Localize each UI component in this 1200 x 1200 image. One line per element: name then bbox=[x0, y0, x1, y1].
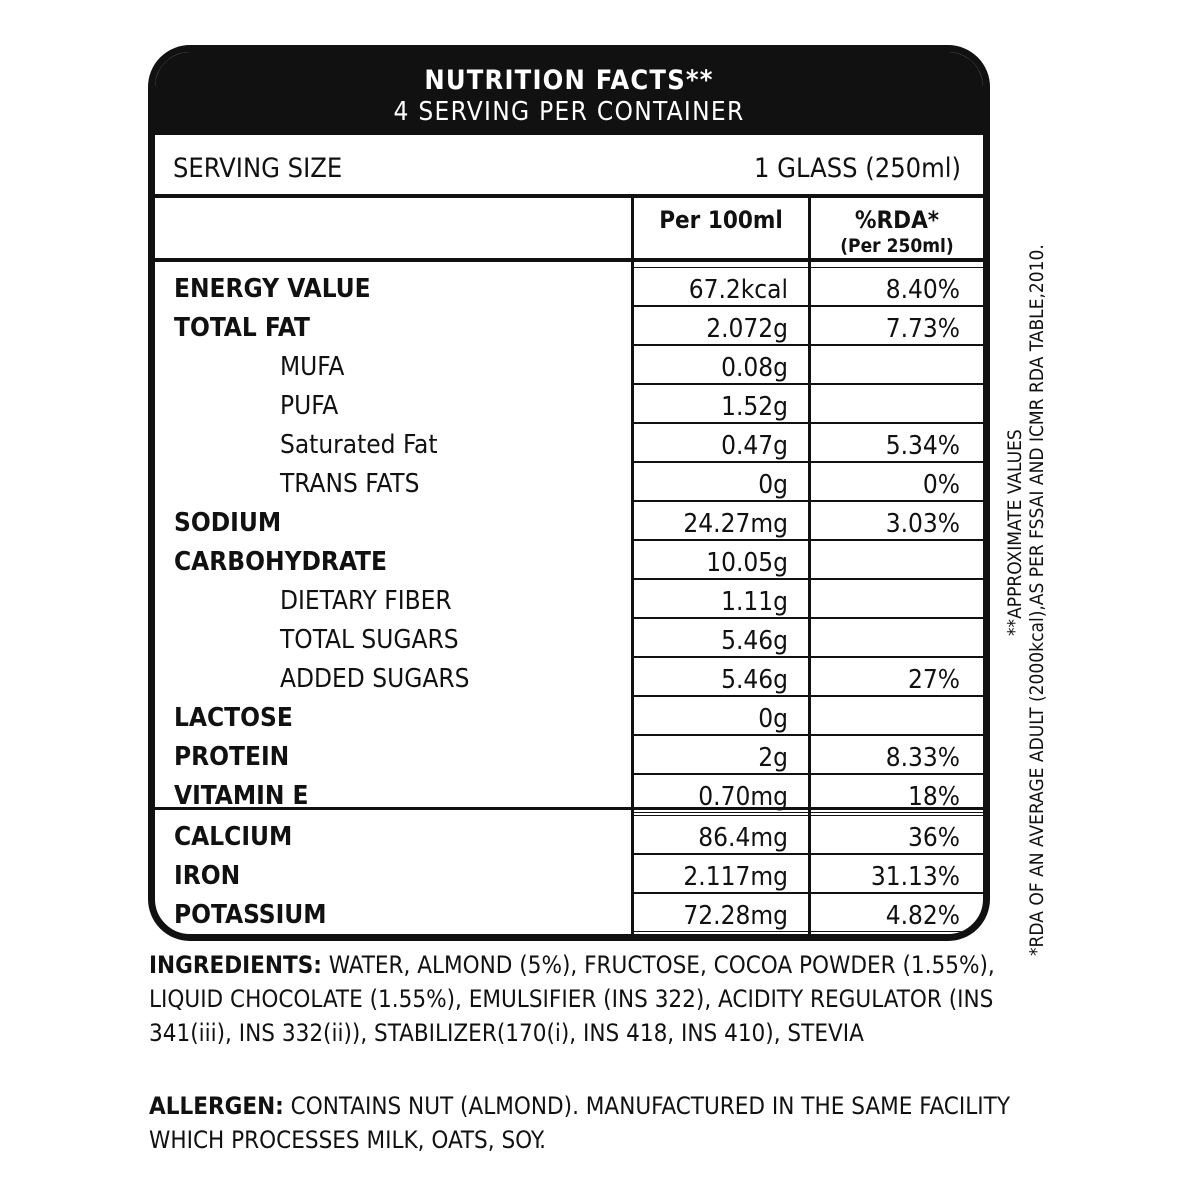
rda-value: 36% bbox=[908, 823, 960, 853]
per-100ml-cell bbox=[634, 462, 808, 501]
table-row bbox=[155, 735, 983, 774]
nutrition-title: NUTRITION FACTS** bbox=[424, 65, 714, 96]
rda-reference-note: *RDA OF AN AVERAGE ADULT (2000kcal),AS PER FSSAI AND ICMR RDA TABLE,2010. bbox=[1026, 244, 1048, 956]
rda-cell bbox=[811, 306, 983, 345]
rda-value: 8.33% bbox=[885, 743, 960, 773]
table-row bbox=[155, 815, 983, 854]
per-100ml-value: 1.52g bbox=[721, 392, 788, 422]
per-100ml-cell bbox=[634, 267, 808, 306]
rda-cell bbox=[811, 384, 983, 423]
per-100ml-cell bbox=[634, 501, 808, 540]
rda-cell bbox=[811, 854, 983, 893]
table-row bbox=[155, 579, 983, 618]
allergen-text bbox=[149, 1089, 1059, 1157]
rda-cell bbox=[811, 774, 983, 813]
rda-value: 0% bbox=[922, 470, 960, 500]
per-100ml-cell bbox=[634, 579, 808, 618]
nutrient-name: VITAMIN E bbox=[174, 781, 309, 811]
per-100ml-cell bbox=[634, 423, 808, 462]
serving-size-row bbox=[155, 135, 983, 198]
table-row bbox=[155, 854, 983, 893]
nutrient-table bbox=[155, 262, 983, 941]
nutrient-name: PROTEIN bbox=[174, 742, 290, 772]
per-100ml-value: 86.4mg bbox=[698, 823, 788, 853]
nutrient-name: PUFA bbox=[280, 391, 339, 421]
table-row bbox=[155, 345, 983, 384]
nutrient-name: CALCIUM bbox=[174, 822, 293, 852]
table-row bbox=[155, 657, 983, 696]
rda-cell bbox=[811, 893, 983, 932]
ingredients-label: INGREDIENTS: bbox=[149, 951, 322, 979]
nutrient-name: Saturated Fat bbox=[280, 430, 438, 460]
per-100ml-cell bbox=[634, 815, 808, 854]
nutrient-name: TOTAL FAT bbox=[174, 313, 310, 343]
serving-size-label: SERVING SIZE bbox=[173, 153, 343, 184]
per-100ml-cell bbox=[634, 618, 808, 657]
side-footnotes bbox=[1004, 66, 1068, 956]
rda-cell bbox=[811, 618, 983, 657]
rda-cell bbox=[811, 462, 983, 501]
rda-cell bbox=[811, 579, 983, 618]
per-100ml-cell bbox=[634, 854, 808, 893]
nutrient-name: ENERGY VALUE bbox=[174, 274, 371, 304]
table-row bbox=[155, 501, 983, 540]
rda-header bbox=[811, 206, 983, 257]
rda-header-title: %RDA* bbox=[854, 206, 940, 234]
rda-cell bbox=[811, 540, 983, 579]
table-row bbox=[155, 462, 983, 501]
per-100ml-header: Per 100ml bbox=[659, 206, 783, 234]
rda-value: 31.13% bbox=[870, 862, 960, 892]
rda-value: 7.73% bbox=[885, 314, 960, 344]
table-row bbox=[155, 267, 983, 306]
nutrient-name: TRANS FATS bbox=[280, 469, 420, 499]
rda-value: 18% bbox=[908, 782, 960, 812]
per-100ml-value: 0.08g bbox=[721, 353, 788, 383]
nutrient-name: POTASSIUM bbox=[174, 900, 327, 930]
per-100ml-value: 2.072g bbox=[706, 314, 788, 344]
rda-cell bbox=[811, 735, 983, 774]
per-100ml-cell bbox=[634, 696, 808, 735]
rda-cell bbox=[811, 267, 983, 306]
per-100ml-cell bbox=[634, 774, 808, 813]
nutrient-name: SODIUM bbox=[174, 508, 282, 538]
per-100ml-cell bbox=[634, 735, 808, 774]
per-100ml-value: 5.46g bbox=[721, 665, 788, 695]
rda-cell bbox=[811, 423, 983, 462]
per-100ml-value: 5.46g bbox=[721, 626, 788, 656]
table-row bbox=[155, 423, 983, 462]
rda-value: 3.03% bbox=[885, 509, 960, 539]
per-100ml-cell bbox=[634, 384, 808, 423]
per-100ml-cell bbox=[634, 345, 808, 384]
per-100ml-value: 24.27mg bbox=[683, 509, 788, 539]
table-row bbox=[155, 306, 983, 345]
per-100ml-value: 0g bbox=[758, 704, 788, 734]
per-100ml-value: 2.117mg bbox=[683, 862, 788, 892]
per-100ml-value: 1.11g bbox=[721, 587, 788, 617]
rda-cell bbox=[811, 696, 983, 735]
table-row bbox=[155, 893, 983, 932]
servings-per-container: 4 SERVING PER CONTAINER bbox=[393, 97, 745, 127]
ingredients-text bbox=[149, 948, 1059, 1050]
per-100ml-cell bbox=[634, 893, 808, 932]
rda-value: 4.82% bbox=[885, 901, 960, 931]
per-100ml-value: 72.28mg bbox=[683, 901, 788, 931]
per-100ml-value: 2g bbox=[758, 743, 788, 773]
nutrient-name: CARBOHYDRATE bbox=[174, 547, 387, 577]
per-100ml-cell bbox=[634, 657, 808, 696]
nutrient-name: LACTOSE bbox=[174, 703, 293, 733]
rda-cell bbox=[811, 657, 983, 696]
rda-value: 8.40% bbox=[885, 275, 960, 305]
per-100ml-value: 67.2kcal bbox=[688, 275, 788, 305]
rda-header-subtitle: (Per 250ml) bbox=[840, 235, 954, 257]
nutrient-name: ADDED SUGARS bbox=[280, 664, 470, 694]
rda-cell bbox=[811, 345, 983, 384]
rda-cell bbox=[811, 501, 983, 540]
table-row bbox=[155, 618, 983, 657]
table-row bbox=[155, 696, 983, 735]
allergen-label: ALLERGEN: bbox=[149, 1092, 284, 1120]
allergen-statement: CONTAINS NUT (ALMOND). MANUFACTURED IN THE SAME FACILITY WHICH PROCESSES MILK, OATS, SOY. bbox=[149, 1092, 1011, 1154]
nutrition-facts-panel bbox=[148, 45, 990, 941]
per-100ml-value: 0g bbox=[758, 470, 788, 500]
per-100ml-value: 0.70mg bbox=[698, 782, 788, 812]
per-100ml-cell bbox=[634, 306, 808, 345]
approximate-values-note: **APPROXIMATE VALUES bbox=[1004, 429, 1026, 636]
nutrient-name: MUFA bbox=[280, 352, 345, 382]
table-row bbox=[155, 774, 983, 813]
serving-size-value: 1 GLASS (250ml) bbox=[753, 153, 961, 184]
nutrient-name: IRON bbox=[174, 861, 241, 891]
ingredients-list: WATER, ALMOND (5%), FRUCTOSE, COCOA POWDER (1.55%), LIQUID CHOCOLATE (1.55%), EMULSIFIER (INS 322), ACIDITY REGULATOR (INS 341(iii), INS 332(ii)), STABILIZER(170(i), INS 418, INS 410), STEVIA bbox=[149, 951, 995, 1047]
rda-value: 27% bbox=[908, 665, 960, 695]
rda-value: 5.34% bbox=[885, 431, 960, 461]
per-100ml-value: 0.47g bbox=[721, 431, 788, 461]
table-row bbox=[155, 384, 983, 423]
per-100ml-value: 10.05g bbox=[706, 548, 788, 578]
table-row bbox=[155, 540, 983, 579]
nutrition-header bbox=[155, 52, 983, 135]
nutrient-name: TOTAL SUGARS bbox=[280, 625, 459, 655]
column-header-row bbox=[155, 198, 983, 262]
per-100ml-cell bbox=[634, 540, 808, 579]
rda-cell bbox=[811, 815, 983, 854]
nutrient-name: DIETARY FIBER bbox=[280, 586, 452, 616]
